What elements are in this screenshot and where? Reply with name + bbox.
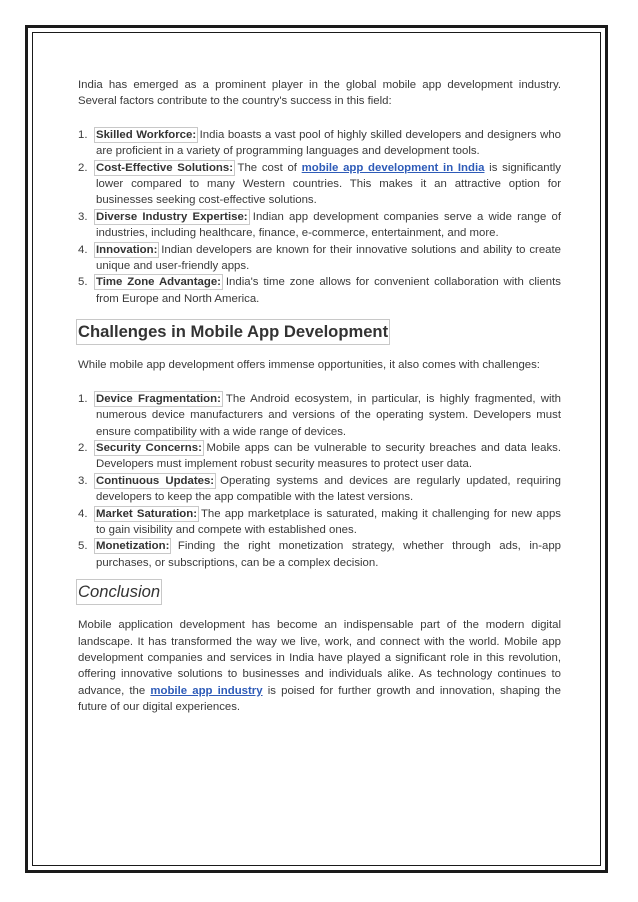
intro-paragraph: India has emerged as a prominent player in the global mobile app development industry. Several factors contribute to the country's success in this field: bbox=[78, 79, 561, 108]
list-text: The cost of bbox=[232, 161, 302, 174]
mobile-app-development-india-link[interactable]: mobile app development in India bbox=[301, 161, 485, 174]
conclusion-text: Mobile application development has become an indispensable part of the modern digital landscape. It has transformed the way we live, work, and connect with the world. Mobile app development companies and services in India have played a significant role in this revolution, offering innovative solutions to businesses and individuals alike. As technology continues to advance, the bbox=[78, 619, 561, 697]
challenges-list bbox=[78, 391, 561, 571]
list-item bbox=[78, 506, 561, 539]
list-text: is significantly lower compared to many Western countries. This makes it an attractive option for businesses seeking cost-effective solutions. bbox=[96, 161, 562, 207]
list-item bbox=[78, 209, 561, 242]
list-number: 4. bbox=[78, 243, 88, 256]
challenges-heading: Challenges in Mobile App Development bbox=[78, 322, 389, 342]
list-number: 4. bbox=[78, 507, 88, 520]
conclusion-heading: Conclusion bbox=[78, 582, 161, 602]
list-text: Indian app development companies serve a wide range of industries, including healthcare, finance, e-commerce, entertainment, and more. bbox=[96, 210, 562, 240]
list-number: 3. bbox=[78, 210, 88, 223]
list-term: Security Concerns: bbox=[96, 441, 202, 454]
list-number: 2. bbox=[78, 441, 88, 454]
list-term: Diverse Industry Expertise: bbox=[96, 210, 248, 223]
list-item bbox=[78, 538, 561, 571]
list-item bbox=[78, 440, 561, 473]
list-number: 1. bbox=[78, 128, 88, 141]
list-text: Operating systems and devices are regularly updated, requiring developers to keep the app compatible with the latest versions. bbox=[96, 474, 561, 504]
list-term: Device Fragmentation: bbox=[96, 392, 221, 405]
list-text: Indian developers are known for their innovative solutions and ability to create unique and user-friendly apps. bbox=[96, 243, 561, 273]
conclusion-text: is poised for further growth and innovation, shaping the future of our digital experiences. bbox=[78, 684, 561, 714]
list-item bbox=[78, 391, 561, 440]
list-item bbox=[78, 274, 561, 307]
list-term: Market Saturation: bbox=[96, 507, 197, 520]
list-number: 1. bbox=[78, 392, 88, 405]
list-item bbox=[78, 473, 561, 506]
list-term: Innovation: bbox=[96, 243, 158, 256]
list-term: Monetization: bbox=[96, 540, 170, 553]
list-text: Finding the right monetization strategy, whether through ads, in-app purchases, or subscriptions, can be a complex decision. bbox=[96, 540, 561, 569]
challenges-intro: While mobile app development offers immense opportunities, it also comes with challenges: bbox=[78, 359, 540, 372]
mobile-app-industry-link[interactable]: mobile app industry bbox=[150, 684, 263, 697]
list-number: 2. bbox=[78, 161, 88, 174]
list-item bbox=[78, 160, 561, 209]
list-term: Cost-Effective Solutions: bbox=[96, 161, 233, 174]
list-item bbox=[78, 127, 561, 160]
list-number: 3. bbox=[78, 474, 88, 487]
list-number: 5. bbox=[78, 540, 88, 553]
list-text: The Android ecosystem, in particular, is highly fragmented, with numerous device manufacturers and versions of the operating system. Developers must ensure compatibility with a wide range of devices. bbox=[96, 392, 561, 438]
list-term: Continuous Updates: bbox=[96, 474, 215, 487]
list-text: India's time zone allows for convenient collaboration with clients from Europe and North America. bbox=[96, 276, 561, 305]
list-text: India boasts a vast pool of highly skilled developers and designers who are proficient in a variety of programming languages and development tools. bbox=[96, 128, 561, 158]
list-number: 5. bbox=[78, 276, 88, 289]
list-item bbox=[78, 242, 561, 275]
factors-list bbox=[78, 127, 561, 307]
document-body bbox=[78, 77, 561, 716]
conclusion-paragraph bbox=[78, 617, 561, 715]
list-term: Skilled Workforce: bbox=[96, 128, 197, 141]
list-text: Mobile apps can be vulnerable to security breaches and data leaks. Developers must implement robust security measures to protect user data. bbox=[96, 441, 561, 471]
list-text: The app marketplace is saturated, making it challenging for new apps to gain visibility and compete with established ones. bbox=[96, 507, 561, 536]
list-term: Time Zone Advantage: bbox=[96, 276, 221, 289]
